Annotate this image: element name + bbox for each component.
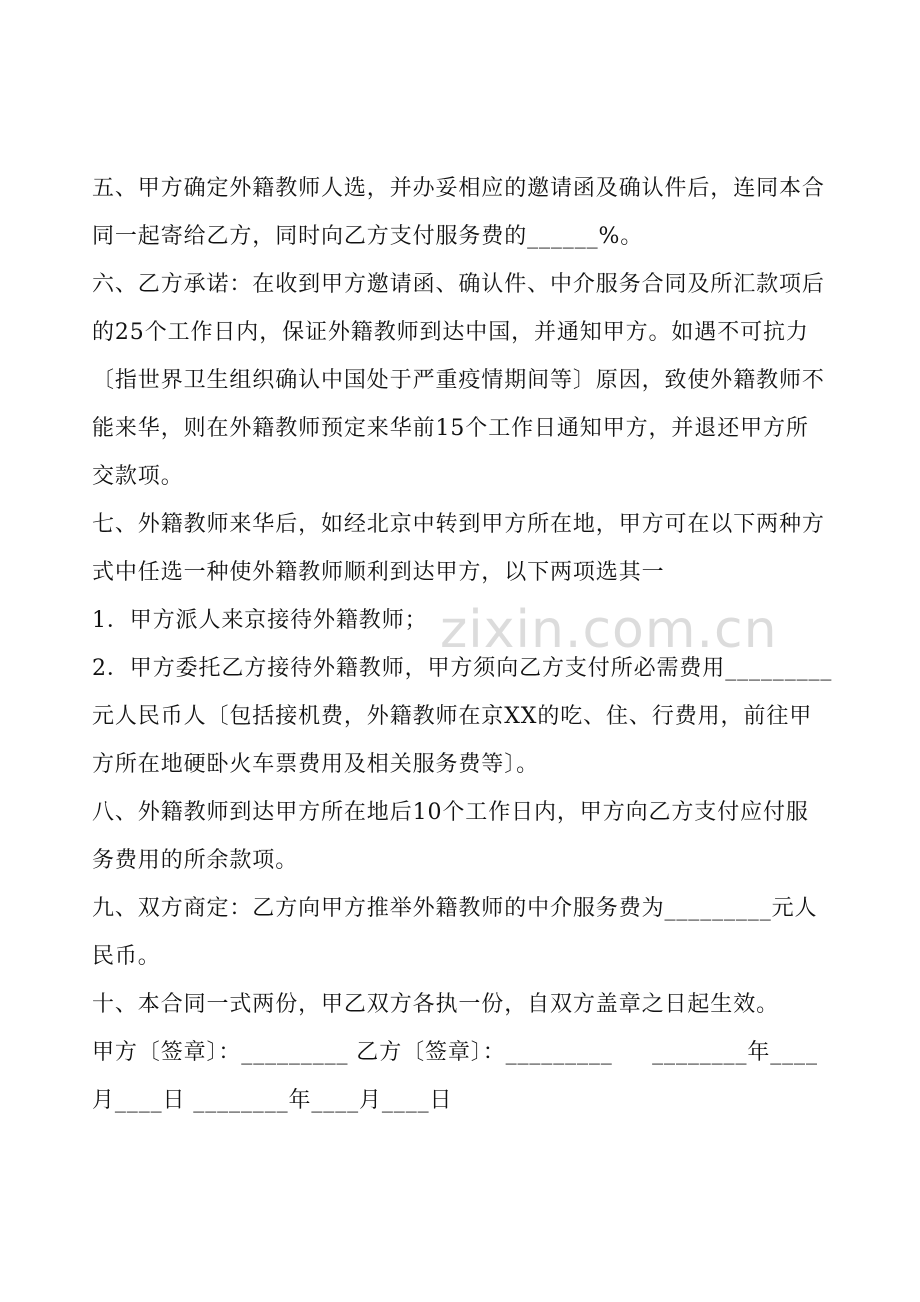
clause-8-line-1: 八、外籍教师到达甲方所在地后10个工作日内，甲方向乙方支付应付服 <box>92 800 809 825</box>
clause-7-line-2: 式中任选一种使外籍教师顺利到达甲方，以下两项选其一 <box>92 560 665 585</box>
clause-10-line-1: 十、本合同一式两份，甲乙双方各执一份，自双方盖章之日起生效。 <box>92 992 780 1017</box>
clause-6-line-1: 六、乙方承诺：在收到甲方邀请函、确认件、中介服务合同及所汇款项后 <box>92 272 825 297</box>
signature-line-1: 甲方〔签章〕：_________ 乙方〔签章〕：_________ ________年____ <box>92 1040 818 1065</box>
clause-7-option-2-line-1: 2．甲方委托乙方接待外籍教师，甲方须向乙方支付所必需费用_________ <box>92 656 833 681</box>
clause-8-line-2: 务费用的所余款项。 <box>92 848 299 873</box>
clause-7-option-2-line-3: 方所在地硬卧火车票费用及相关服务费等〕。 <box>92 752 540 777</box>
clause-6-line-4: 能来华，则在外籍教师预定来华前15个工作日通知甲方，并退还甲方所 <box>92 416 809 441</box>
clause-6-line-3: 〔指世界卫生组织确认中国处于严重疫情期间等〕原因，致使外籍教师不 <box>92 368 825 393</box>
clause-7-line-1: 七、外籍教师来华后，如经北京中转到甲方所在地，甲方可在以下两种方 <box>92 512 825 537</box>
signature-line-2: 月____日 ________年____月____日 <box>92 1088 453 1113</box>
clause-9-line-2: 民币。 <box>92 944 161 969</box>
clause-7-option-2-line-2: 元人民币人〔包括接机费，外籍教师在京XX的吃、住、行费用，前往甲 <box>92 704 813 729</box>
clause-6-line-5: 交款项。 <box>92 464 184 489</box>
clause-6-line-2: 的25个工作日内，保证外籍教师到达中国，并通知甲方。如遇不可抗力 <box>92 320 809 345</box>
clause-5-line-1: 五、甲方确定外籍教师人选，并办妥相应的邀请函及确认件后，连同本合 <box>92 176 825 201</box>
watermark: zixin.com.cn <box>440 600 778 660</box>
clause-5-line-2: 同一起寄给乙方，同时向乙方支付服务费的______%。 <box>92 224 644 249</box>
clause-9-line-1: 九、双方商定：乙方向甲方推举外籍教师的中介服务费为_________元人 <box>92 896 818 921</box>
clause-7-option-1: 1．甲方派人来京接待外籍教师； <box>92 608 428 633</box>
